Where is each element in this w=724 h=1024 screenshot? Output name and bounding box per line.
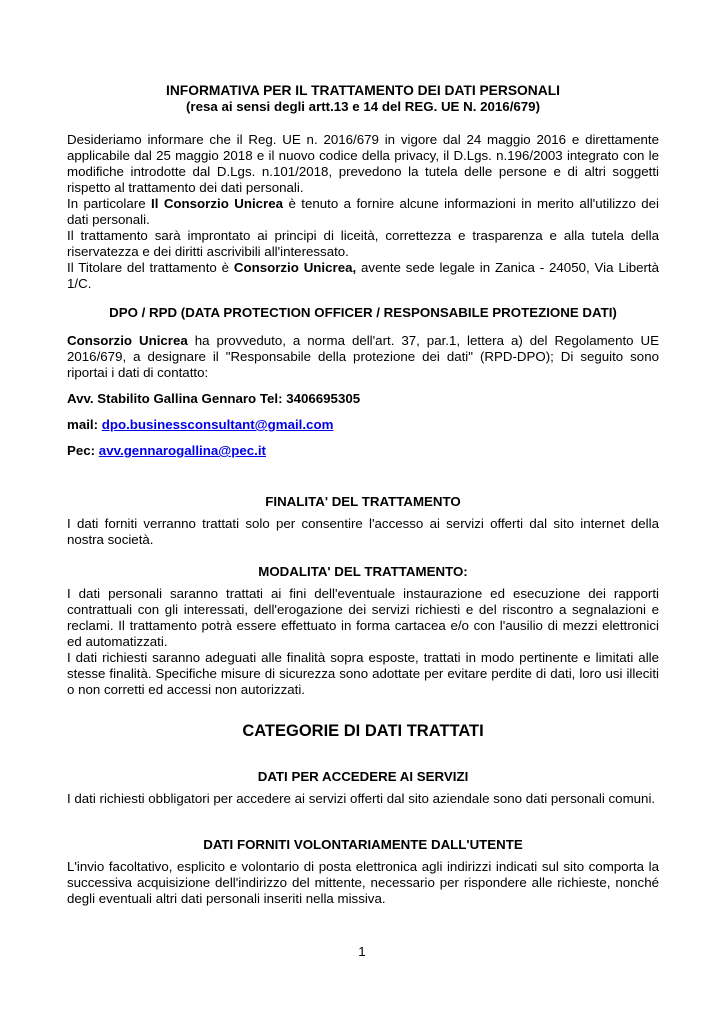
categorie-heading: CATEGORIE DI DATI TRATTATI <box>242 722 484 740</box>
intro-paragraph-4 <box>67 260 659 292</box>
modalita-paragraph-2: I dati richiesti saranno adeguati alle finalità sopra esposte, trattati in modo pertinente e limitati alle stesse finalità. Specifiche misure di sicurezza sono adottate per evitare perdite di dati, loro usi illeciti o non corretti ed accessi non autorizzati. <box>67 650 659 697</box>
volontari-paragraph: L'invio facoltativo, esplicito e volontario di posta elettronica agli indirizzi indicati sul sito comporta la successiva acquisizione dell'indirizzo del mittente, necessario per rispondere alle richieste, nonché degli eventuali altri dati personali inseriti nella missiva. <box>67 859 659 906</box>
intro-paragraph-1: Desideriamo informare che il Reg. UE n. 2016/679 in vigore dal 24 maggio 2016 e direttamente applicabile dal 25 maggio 2018 e il nuovo codice della privacy, il D.Lgs. n.196/2003 integrato con le modifiche introdotte dal D.Lgs. n.101/2018, prevedono la tutela delle persone e di altri soggetti rispetto al trattamento dei dati personali. <box>67 132 659 195</box>
dpo-mail-line <box>67 417 659 433</box>
data-controller-name-bold: Consorzio Unicrea, <box>233 260 357 275</box>
volontari-heading: DATI FORNITI VOLONTARIAMENTE DALL'UTENTE <box>203 837 523 852</box>
modalita-heading: MODALITA' DEL TRATTAMENTO: <box>258 564 468 579</box>
dpo-paragraph-text: ha provveduto, a norma dell'art. 37, par.1, lettera a) del Regolamento UE 2016/679, a designare il "Responsabile della protezione dei dati" (RPD-DPO); Di seguito sono riportai i dati di contatto: <box>67 333 659 380</box>
dpo-section-heading: DPO / RPD (DATA PROTECTION OFFICER / RESPONSABILE PROTEZIONE DATI) <box>109 305 617 320</box>
intro-p4-text: Il Titolare del trattamento è <box>67 260 234 275</box>
dpo-company-bold: Consorzio Unicrea <box>67 333 188 348</box>
page-number: 1 <box>358 944 366 959</box>
mail-link[interactable]: dpo.businessconsultant@gmail.com <box>101 417 334 432</box>
intro-paragraph-3: Il trattamento sarà improntato ai principi di liceità, correttezza e trasparenza e alla tutela della riservatezza e dei diritti ascrivibili all'interessato. <box>67 228 659 259</box>
document-subtitle: (resa ai sensi degli artt.13 e 14 del REG. UE N. 2016/679) <box>185 99 541 114</box>
servizi-heading: DATI PER ACCEDERE AI SERVIZI <box>257 769 469 784</box>
mail-label: mail: <box>67 417 102 432</box>
dpo-contact-name: Avv. Stabilito Gallina Gennaro Tel: 3406695305 <box>67 391 361 406</box>
intro-p4-text-after: avente sede legale in Zanica - 24050, Via Libertà 1/C. <box>67 260 659 291</box>
intro-paragraph-2 <box>67 196 659 228</box>
company-name-bold: Il Consorzio Unicrea <box>151 196 284 211</box>
pec-link[interactable]: avv.gennarogallina@pec.it <box>98 443 266 458</box>
finalita-paragraph: I dati forniti verranno trattati solo per consentire l'accesso ai servizi offerti dal sito internet della nostra società. <box>67 516 659 547</box>
modalita-paragraph-1: I dati personali saranno trattati ai fini dell'eventuale instaurazione ed esecuzione dei rapporti contrattuali con gli interessati, dell'erogazione dei servizi richiesti e del riscontro a segnalazioni e reclami. Il trattamento potrà essere effettuato in forma cartacea e/o con l'ausilio di mezzi elettronici ed automatizzati. <box>67 586 659 649</box>
dpo-paragraph <box>67 333 659 381</box>
document-title: INFORMATIVA PER IL TRATTAMENTO DEI DATI PERSONALI <box>166 83 560 98</box>
intro-p2-text: In particolare <box>67 196 152 211</box>
dpo-pec-line <box>67 443 659 459</box>
intro-p2-text-after: è tenuto a fornire alcune informazioni in merito all'utilizzo dei dati personali. <box>67 196 660 227</box>
servizi-paragraph: I dati richiesti obbligatori per accedere ai servizi offerti dal sito aziendale sono dati personali comuni. <box>67 791 656 806</box>
finalita-heading: FINALITA' DEL TRATTAMENTO <box>265 494 461 509</box>
pec-label: Pec: <box>67 443 99 458</box>
